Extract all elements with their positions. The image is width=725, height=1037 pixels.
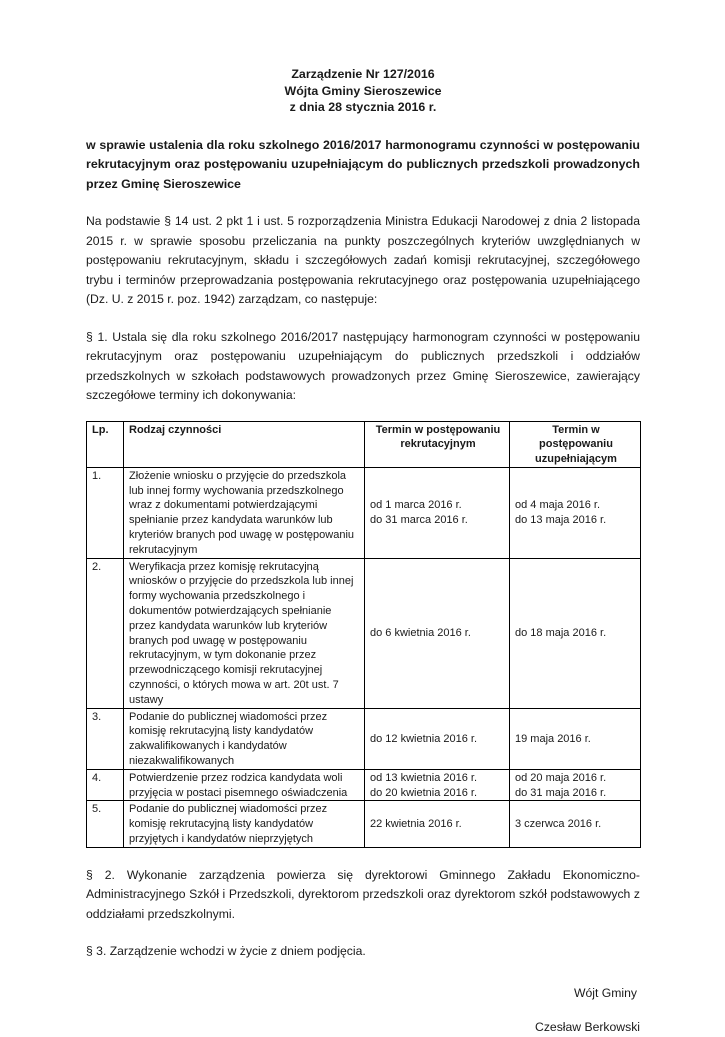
row-lp: 3. <box>87 708 124 769</box>
row-lp: 4. <box>87 769 124 801</box>
header-activity: Rodzaj czynności <box>124 421 365 467</box>
section-1-paragraph: § 1. Ustala się dla roku szkolnego 2016/2017 następujący harmonogram czynności w postępowaniu rekrutacyjnym oraz postępowaniu uzupełniającym do publicznych przedszkoli i oddziałów przedszkolnych w szkołach podstawowych prowadzonych przez Gminę Sieroszewice, zawierający szczegółowe terminy ich dokonywania: <box>86 329 640 402</box>
row-recruitment-term <box>365 467 510 558</box>
recruitment-date: 22 kwietnia 2016 r. <box>370 818 462 831</box>
recruitment-date: do 12 kwietnia 2016 r. <box>370 732 478 745</box>
row-supplementary-term <box>510 467 641 558</box>
supplementary-date: do 13 maja 2016 r. <box>515 514 607 527</box>
row-activity: Złożenie wniosku o przyjęcie do przedszkola lub innej formy wychowania przedszkolnego wraz z dokumentami potwierdzającymi spełnianie przez kandydata warunków lub kryteriów branych pod uwagę w postępowaniu rekrutacyjnym <box>124 467 365 558</box>
table-row <box>87 467 641 558</box>
table-header-row <box>87 421 641 467</box>
supplementary-date: od 4 maja 2016 r. <box>515 499 601 512</box>
section-2-paragraph: § 2. Wykonanie zarządzenia powierza się dyrektorowi Gminnego Zakładu Ekonomiczno-Administracyjnego Szkół i Przedszkoli, dyrektorom przedszkoli oraz dyrektorom szkół podstawowych z oddziałami przedszkolnymi. <box>86 867 640 921</box>
header-supplementary-term: Termin w postępowaniu uzupełniającym <box>510 421 641 467</box>
row-supplementary-term <box>510 769 641 801</box>
row-supplementary-term <box>510 708 641 769</box>
supplementary-date: do 18 maja 2016 r. <box>515 627 607 640</box>
header-lp: Lp. <box>87 421 124 467</box>
supplementary-date: od 20 maja 2016 r. <box>515 771 607 784</box>
document-page <box>86 66 640 1037</box>
legal-basis-paragraph: Na podstawie § 14 ust. 2 pkt 1 i ust. 5 rozporządzenia Ministra Edukacji Narodowej z dnia 2 listopada 2015 r. w sprawie sposobu przeliczania na punkty poszczególnych kryteriów uwzględnianych w postępowaniu rekrutacyjnym, składu i szczegółowych zadań komisji rekrutacyjnej, szczegółowego trybu i terminów przeprowadzania postępowania rekrutacyjnego oraz postępowania uzupełniającego (Dz. U. z 2015 r. poz. 1942) zarządzam, co następuje: <box>86 214 640 306</box>
table-body <box>87 467 641 847</box>
recruitment-date: do 31 marca 2016 r. <box>370 514 468 527</box>
recruitment-date: do 20 kwietnia 2016 r. <box>370 786 478 799</box>
table-row <box>87 708 641 769</box>
table-row <box>87 769 641 801</box>
document-subject: w sprawie ustalenia dla roku szkolnego 2016/2017 harmonogramu czynności w postępowaniu rekrutacyjnym oraz postępowaniu uzupełniającym do publicznych przedszkoli prowadzonych przez Gminę Sieroszewice <box>86 137 640 191</box>
recruitment-date: od 1 marca 2016 r. <box>370 499 462 512</box>
row-activity: Podanie do publicznej wiadomości przez komisję rekrutacyjną listy kandydatów zakwalifikowanych i kandydatów niezakwalifikowanych <box>124 708 365 769</box>
title-line-authority: Wójta Gminy Sieroszewice <box>284 83 442 98</box>
row-lp: 5. <box>87 801 124 847</box>
header-recruitment-term: Termin w postępowaniu rekrutacyjnym <box>365 421 510 467</box>
signature-name: Czesław Berkowski <box>535 1019 640 1034</box>
row-activity: Potwierdzenie przez rodzica kandydata woli przyjęcia w postaci pisemnego oświadczenia <box>124 769 365 801</box>
schedule-table <box>86 421 641 848</box>
table-row <box>87 801 641 847</box>
row-activity: Podanie do publicznej wiadomości przez komisję rekrutacyjną listy kandydatów przyjętych i kandydatów nieprzyjętych <box>124 801 365 847</box>
row-supplementary-term <box>510 558 641 708</box>
row-recruitment-term <box>365 558 510 708</box>
supplementary-date: 19 maja 2016 r. <box>515 732 591 745</box>
supplementary-date: 3 czerwca 2016 r. <box>515 818 602 831</box>
row-lp: 2. <box>87 558 124 708</box>
recruitment-date: od 13 kwietnia 2016 r. <box>370 771 478 784</box>
row-supplementary-term <box>510 801 641 847</box>
supplementary-date: do 31 maja 2016 r. <box>515 786 607 799</box>
section-3-paragraph: § 3. Zarządzenie wchodzi w życie z dniem podjęcia. <box>86 944 366 959</box>
row-recruitment-term <box>365 769 510 801</box>
recruitment-date: do 6 kwietnia 2016 r. <box>370 627 471 640</box>
signature-title: Wójt Gminy <box>574 985 637 1000</box>
title-line-date: z dnia 28 stycznia 2016 r. <box>289 100 437 114</box>
row-activity: Weryfikacja przez komisję rekrutacyjną wniosków o przyjęcie do przedszkola lub innej formy wychowania przedszkolnego i dokumentów potwierdzających spełnianie przez kandydata warunków lub kryteriów branych pod uwagę w postępowaniu rekrutacyjnym, w tym dokonanie przez przewodniczącego komisji rekrutacyjnej czynności, o których mowa w art. 20t ust. 7 ustawy <box>124 558 365 708</box>
row-recruitment-term <box>365 801 510 847</box>
table-row <box>87 558 641 708</box>
document-title <box>86 66 640 116</box>
title-line-number: Zarządzenie Nr 127/2016 <box>291 67 435 81</box>
row-lp: 1. <box>87 467 124 558</box>
row-recruitment-term <box>365 708 510 769</box>
